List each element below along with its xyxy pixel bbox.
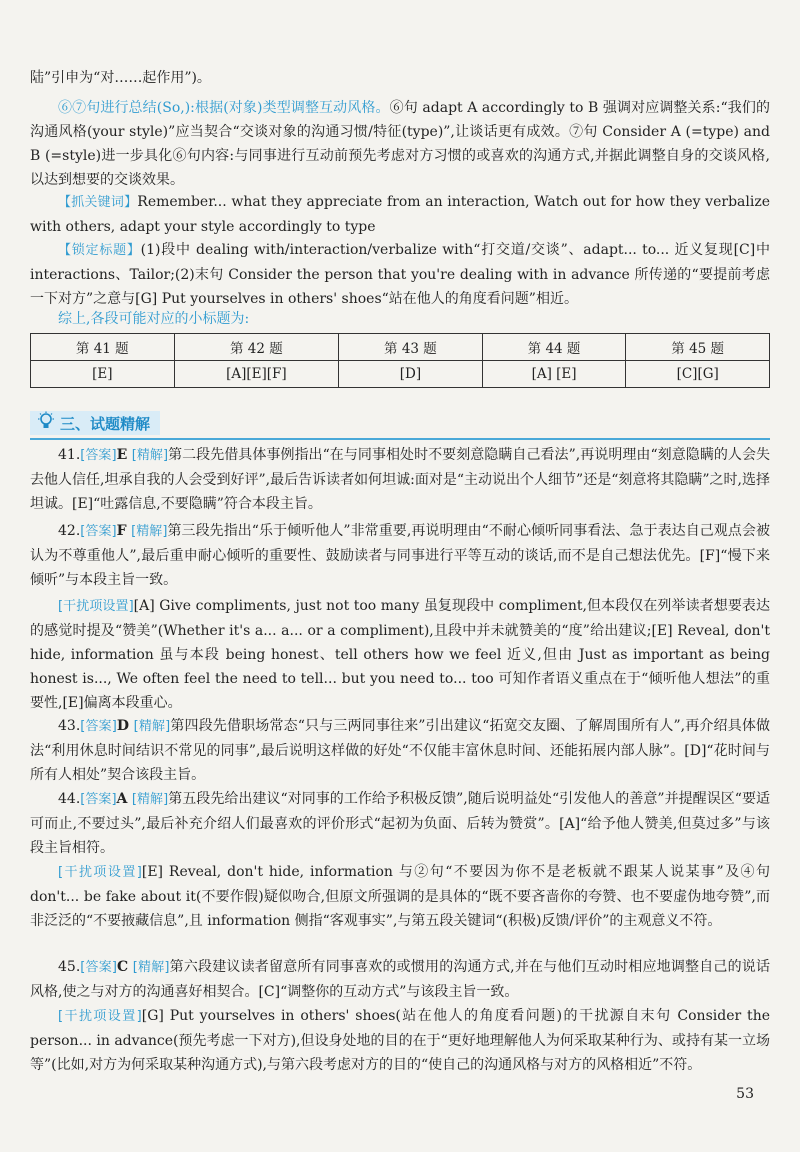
explain-tag: [精解] [131,792,169,807]
table-header: 第 44 题 [482,334,626,361]
table-cell: [A][E][F] [174,361,338,388]
q-number: 44. [58,791,81,807]
distractor-body: [E] Reveal, don't hide, information 与②句“不要因为你不是老板就不跟某人说某事”及④句 don't... be fake about it(不要作假)疑似吻合,但原文所强调的是具体的“既不要吝啬你的夸赞、也不要虚伪地夸赞”,而非泛泛的“不要掖藏信息”,且 information 侧指“客观事实”,与第五段关键词“(积极)反馈/评价”的主观意义不符。 [30,864,770,929]
table-header: 第 43 题 [339,334,483,361]
para-body: ⑥句 adapt A accordingly to B 强调对应调整关系:“我们的沟通风格(your style)”应当契合“交谈对象的沟通习惯/特征(type)”,让谈话更有成效。⑦句 Consider A (=type) and B (=style)进一步具化⑥句内容:与同事进行互动前预先考虑对方习惯的或喜欢的沟通方式,并据此调整自身的交谈风格,以达到想要的交谈效果。 [30,100,770,188]
answer-letter: A [116,791,128,807]
table-cell: [A] [E] [482,361,626,388]
para-keywords [30,190,770,239]
answer-45 [30,955,770,1004]
answer-letter: C [116,959,129,975]
q-number: 42. [58,523,81,539]
explain-body: 第六段建议读者留意所有同事喜欢的或惯用的沟通方式,并在与他们互动时相应地调整自己的说话风格,使之与对方的沟通喜好相契合。[C]“调整你的互动方式”与该段主旨一致。 [30,959,770,1000]
table-header: 第 41 题 [31,334,175,361]
explain-tag: [精解] [131,448,169,463]
para-head: ⑥⑦句进行总结(So,):根据(对象)类型调整互动风格。 [58,100,390,116]
lock-title-tag: 【锁定标题】 [58,243,141,258]
q-number: 45. [58,959,81,975]
explain-tag: [精解] [132,960,170,975]
explain-body: 第五段先给出建议“对同事的工作给予积极反馈”,随后说明益处“引发他人的善意”并提醒误区“要适可而止,不要过头”,最后补充介绍人们最喜欢的评价形式“起初为负面、后转为赞赏”。[A]“给予他人赞美,但莫过多”与该段主旨相符。 [30,791,771,856]
answer-letter: E [116,447,128,463]
answer-tag: [答案] [80,524,117,539]
distractor-tag: [干扰项设置] [58,599,134,614]
section-title: 三、试题精解 [60,414,151,433]
lightbulb-icon [36,411,56,435]
para-lock-title [30,238,770,311]
section-header [30,408,770,440]
section-badge [30,411,160,435]
summary-line [30,307,770,331]
q-number: 41. [58,447,81,463]
distractor-tag: [干扰项设置] [58,1009,142,1024]
distractor-body: [A] Give compliments, just not too many 虽复现段中 compliment,但本段仅在列举读者想要表达的感觉时提及“赞美”(Whether it's a... a... or a compliment),且段中并未就赞美的“度”给出建议;[E] Reveal, don't hide, information 虽与本段 being honest、tell others how we feel 近义,但由 Just as important as being honest is..., We often feel the need to tell... but you need to... too 可知作者语义重点在于“倾听他人想法”的重要性,[E]偏离本段重心。 [30,598,770,711]
explain-body: 第四段先借职场常态“只与三两同事往来”引出建议“拓宽交友圈、了解周围所有人”,再介绍具体做法“利用休息时间结识不常见的同事”,最后说明这样做的好处“不仅能丰富休息时间、还能拓展内部人脉”。[D]“花时间与所有人相处”契合该段主旨。 [30,718,770,783]
table-cell: [E] [31,361,175,388]
distractor-42 [30,594,770,715]
answer-tag: [答案] [80,792,117,807]
lead-line [30,66,770,90]
distractor-tag: [干扰项设置] [58,865,142,880]
lead-text: 陆”引申为“对……起作用”)。 [30,70,211,86]
answer-43 [30,714,770,787]
answer-42 [30,519,770,592]
table-header-row [31,334,770,361]
answer-letter: D [116,718,130,734]
q-number: 43. [58,718,81,734]
lock-title-body: (1)段中 dealing with/interaction/verbalize with“打交道/交谈”、adapt... to... 近义复现[C]中 interactions、Tailor;(2)末句 Consider the person that you're dealing with in advance 所传递的“要提前考虑一下对方”之意与[G] Put yourselves in others' shoes“站在他人的角度看问题”相近。 [30,242,770,307]
explain-body: 第三段先指出“乐于倾听他人”非常重要,再说明理由“不耐心倾听同事看法、急于表达自己观点会被认为不尊重他人”,最后重申耐心倾听的重要性、鼓励读者与同事进行平等互动的谈话,而不是自己想法优先。[F]“慢下来倾听”与本段主旨一致。 [30,523,770,588]
distractor-body: [G] Put yourselves in others' shoes(站在他人的角度看问题)的干扰源自末句 Consider the person... in advance(预先考虑一下对方),但设身处地的目的在于“更好地理解他人为何采取某种行为、或持有某一立场等”(比如,对方为何采取某种沟通方式),与第六段考虑对方的目的“使自己的沟通风格与对方的风格相近”不符。 [30,1008,770,1073]
summary-text: 综上,各段可能对应的小标题为: [58,311,250,327]
table-cell: [D] [339,361,483,388]
para-summary-67 [30,96,770,192]
explain-body: 第二段先借具体事例指出“在与同事相处时不要刻意隐瞒自己看法”,再说明理由“刻意隐瞒的人会失去他人信任,坦承自我的人会受到好评”,最后告诉读者如何坦诚:面对是“主动说出个人细节”还是“刻意将其隐瞒”之时,选择坦诚。[E]“吐露信息,不要隐瞒”符合本段主旨。 [30,447,770,512]
answer-tag: [答案] [80,448,117,463]
answer-tag: [答案] [80,719,117,734]
table-cell: [C][G] [626,361,770,388]
distractor-45 [30,1004,770,1077]
table-row [31,361,770,388]
answer-41 [30,443,770,516]
answer-letter: F [116,523,127,539]
answer-44 [30,787,770,860]
answer-table [30,333,770,388]
page-number: 53 [736,1086,754,1102]
explain-tag: [精解] [131,524,168,539]
explain-tag: [精解] [133,719,171,734]
keywords-body: Remember... what they appreciate from an interaction, Watch out for how they verbalize with others, adapt your style accordingly to type [30,194,770,235]
distractor-44 [30,860,770,933]
answer-tag: [答案] [80,960,117,975]
table-header: 第 42 题 [174,334,338,361]
table-header: 第 45 题 [626,334,770,361]
keywords-tag: 【抓关键词】 [58,195,138,210]
